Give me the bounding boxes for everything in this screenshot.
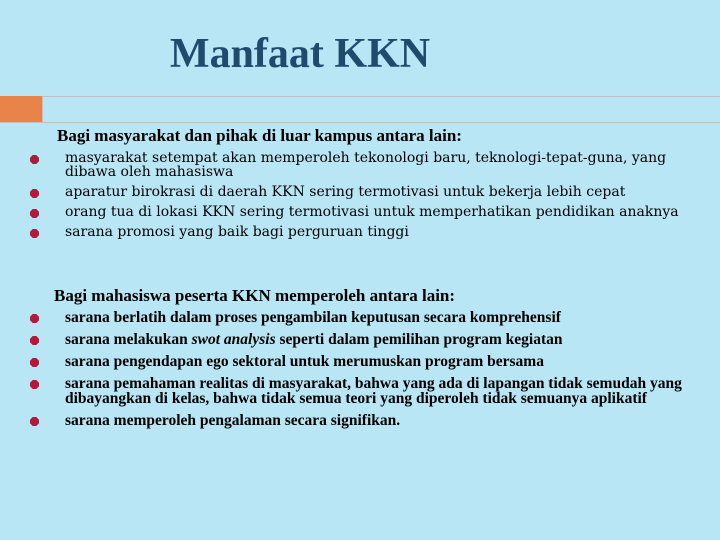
list-item (30, 354, 700, 369)
list-item-text: sarana pemahaman realitas di masyarakat, bahwa yang ada di lapangan tidak semudah yang dibayangkan di kelas, bahwa tidak semua teori yang diperoleh tidak semuanya aplikatif (65, 375, 682, 407)
bullet-icon (30, 336, 39, 345)
slide-title: Manfaat KKN (169, 31, 431, 77)
list-item-text-before: sarana melakukan (65, 331, 192, 348)
list-item-text: sarana berlatih dalam proses pengambilan keputusan secara komprehensif (65, 309, 561, 326)
list-item (30, 225, 700, 239)
section1-list (30, 151, 700, 245)
list-item-text: sarana promosi yang baik bagi perguruan tinggi (65, 224, 409, 240)
bullet-icon (30, 209, 39, 218)
list-item-text: orang tua di lokasi KKN sering termotivasi untuk memperhatikan pendidikan anaknya (65, 204, 679, 220)
list-item (30, 376, 700, 406)
bullet-icon (30, 155, 39, 164)
list-item (30, 332, 700, 347)
list-item (30, 205, 700, 219)
divider-bottom (0, 122, 720, 123)
bullet-icon (30, 358, 39, 367)
divider-left (42, 96, 43, 123)
list-item-text: masyarakat setempat akan memperoleh tekonologi baru, teknologi-tepat-guna, yang dibawa oleh mahasiswa (65, 150, 667, 180)
bullet-icon (30, 417, 39, 426)
list-item-text: aparatur birokrasi di daerah KKN sering termotivasi untuk bekerja lebih cepat (65, 184, 626, 200)
divider-top (0, 96, 720, 97)
bullet-icon (30, 380, 39, 389)
list-item (30, 185, 700, 199)
list-item (30, 151, 700, 179)
list-item-text: sarana memperoleh pengalaman secara signifikan. (65, 412, 401, 429)
section2-heading: Bagi mahasiswa peserta KKN memperoleh antara lain: (54, 286, 456, 305)
list-item (30, 413, 700, 428)
list-item-emphasis: swot analysis (191, 331, 276, 348)
list-item-text-after: seperti dalam pemilihan program kegiatan (275, 331, 563, 348)
bullet-icon (30, 189, 39, 198)
list-item-text: sarana pengendapan ego sektoral untuk merumuskan program bersama (65, 353, 544, 370)
list-item (30, 310, 700, 325)
section1-heading: Bagi masyarakat dan pihak di luar kampus antara lain: (57, 126, 462, 145)
accent-block (0, 96, 42, 123)
bullet-icon (30, 314, 39, 323)
section2-list (30, 310, 700, 435)
bullet-icon (30, 229, 39, 238)
